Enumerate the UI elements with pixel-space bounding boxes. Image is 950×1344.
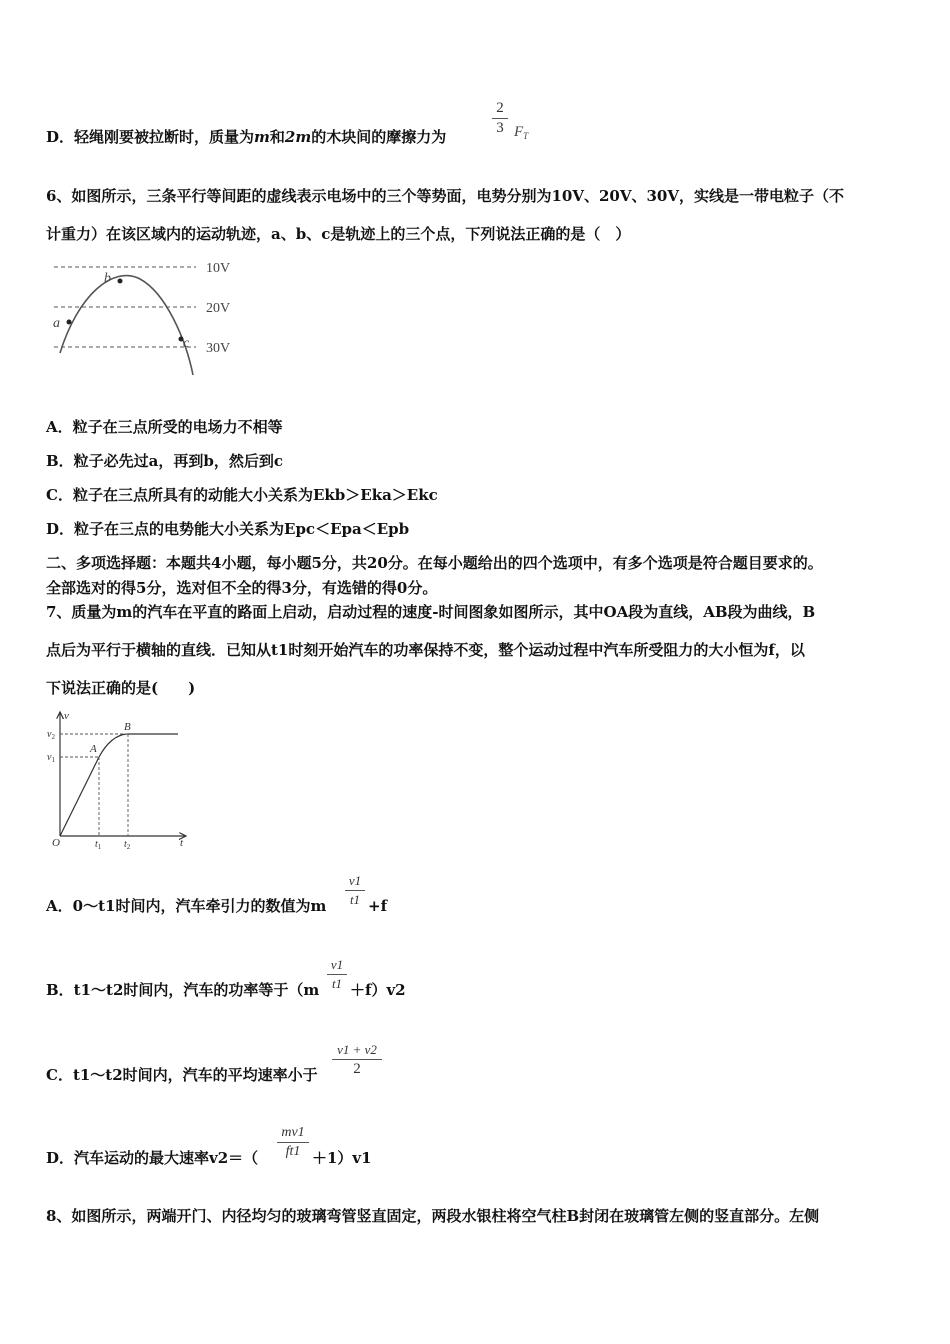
q6-option-d: D．粒子在三点的电势能大小关系为Epc＜Epa＜Epb: [46, 520, 410, 538]
q5-fraction-two-thirds: 2 3: [492, 100, 508, 137]
q7-option-d-tail: ＋1）v1: [312, 1149, 372, 1167]
v1-tick-label: $v_1$: [47, 752, 55, 764]
point-c-label: c: [183, 336, 190, 351]
v2-tick-label: $v_2$: [47, 729, 55, 741]
q6-stem-line2: 计重力）在该区域内的运动轨迹，a、b、c是轨迹上的三个点，下列说法正确的是（ ）: [46, 225, 631, 243]
point-b-marker: [118, 279, 123, 284]
q7-a-fraction: v1 t1: [345, 873, 365, 908]
segment-oa: [60, 757, 99, 836]
q5-option-d: D．轻绳刚要被拉断时，质量为m和2m的木块间的摩擦力为: [46, 128, 447, 146]
curve-ab: [99, 734, 128, 757]
point-a-marker: [67, 320, 72, 325]
q7-option-a: A．0～t1时间内，汽车牵引力的数值为m: [46, 897, 327, 915]
q7-vt-graph: [44, 706, 194, 852]
q7-c-fraction: v1 + v2 2: [332, 1042, 382, 1078]
particle-trajectory: [60, 276, 193, 375]
level-label-10v: 10V: [206, 261, 231, 276]
q7-option-d: D．汽车运动的最大速率v2＝（: [46, 1149, 259, 1167]
q7-stem-line2: 点后为平行于横轴的直线．已知从t1时刻开始汽车的功率保持不变，整个运动过程中汽车所受阻力的大小恒为f，以: [46, 641, 805, 659]
q6-option-a: A．粒子在三点所受的电场力不相等: [46, 418, 283, 436]
q7-option-c: C．t1～t2时间内，汽车的平均速率小于: [46, 1066, 318, 1084]
q7-stem-line1: 7、质量为m的汽车在平直的路面上启动，启动过程的速度-时间图象如图所示，其中OA段为直线，AB段为曲线，B: [46, 603, 816, 621]
q6-option-c: C．粒子在三点所具有的动能大小关系为Ekb＞Eka＞Ekc: [46, 486, 438, 504]
point-a-label: A: [90, 743, 97, 755]
q7-option-b: B．t1～t2时间内，汽车的功率等于（m: [46, 981, 320, 999]
level-label-20v: 20V: [206, 301, 231, 316]
level-label-30v: 30V: [206, 341, 231, 356]
q7-d-fraction: mv1 ft1: [277, 1125, 309, 1160]
t2-tick-label: $t_2$: [124, 839, 131, 851]
t1-tick-label: $t_1$: [95, 839, 102, 851]
axis-t-label: t: [180, 837, 184, 849]
q7-option-b-tail: ＋f）v2: [350, 981, 406, 999]
section2-heading-line1: 二、多项选择题：本题共4小题，每小题5分，共20分。在每小题给出的四个选项中，有多个选项是符合题目要求的。: [46, 554, 823, 572]
q6-option-b: B．粒子必先过a，再到b，然后到c: [46, 452, 284, 470]
point-a-label: a: [53, 316, 60, 331]
q5-force-ft: $F_T$: [514, 124, 529, 141]
q8-stem-line1: 8、如图所示，两端开门、内径均匀的玻璃弯管竖直固定，两段水银柱将空气柱B封闭在玻璃管左侧的竖直部分。左侧: [46, 1207, 820, 1225]
q6-stem-line1: 6、如图所示，三条平行等间距的虚线表示电场中的三个等势面，电势分别为10V、20V、30V，实线是一带电粒子（不: [46, 187, 844, 205]
q6-equipotential-figure: [48, 255, 248, 380]
section2-heading-line2: 全部选对的得5分，选对但不全的得3分，有选错的得0分。: [46, 579, 438, 597]
point-b-label: B: [124, 721, 131, 733]
axis-v-label: v: [64, 710, 69, 722]
q7-b-fraction: v1 t1: [327, 957, 347, 992]
q7-option-a-tail: +f: [368, 897, 388, 915]
origin-label: O: [52, 837, 60, 849]
q7-stem-line3: 下说法正确的是( ): [46, 679, 196, 697]
point-b-label: b: [104, 271, 111, 286]
